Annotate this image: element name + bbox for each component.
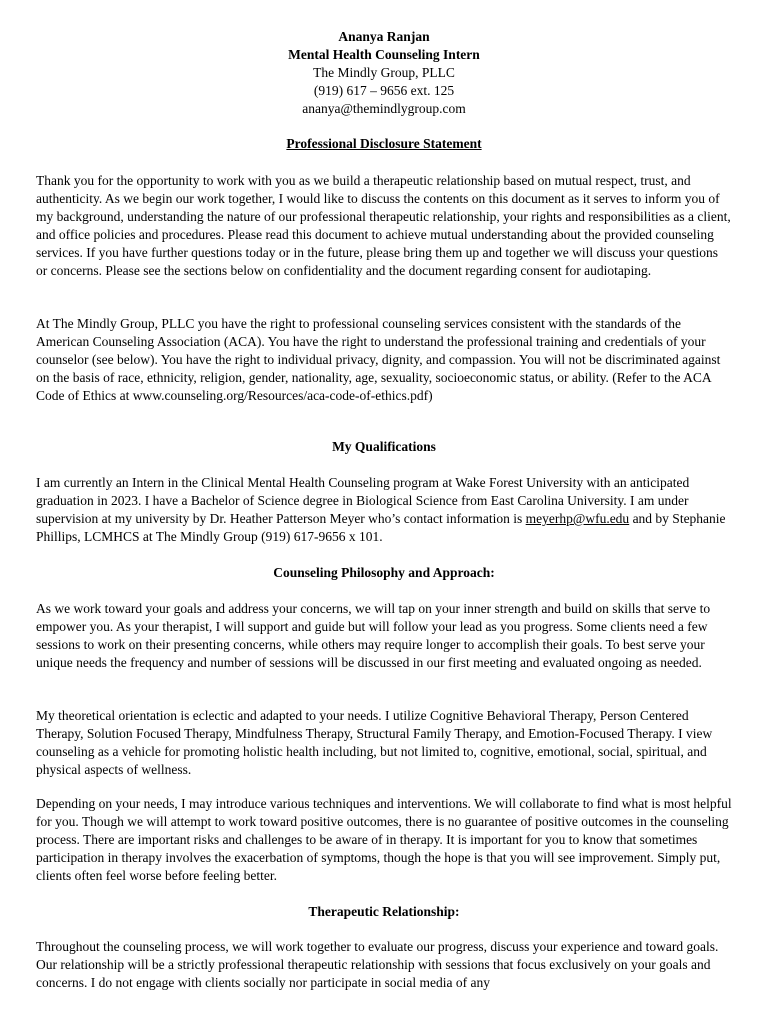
philosophy-paragraph-3: Depending on your needs, I may introduce various techniques and interventions. We will collaborate to find what is most helpful for you. Though we will attempt to work toward positive outcomes, there is no guarantee of positive outcomes in the counseling process. There are important risks and challenges to be aware of in therapy. It is important for you to know that sometimes participation in therapy involves the exacerbation of symptoms, though the hope is that you will see improvement. Simply put, clients often feel worse before feeling better. <box>36 796 732 883</box>
relationship-section <box>36 938 732 992</box>
supervisor-email-link[interactable]: meyerhp@wfu.edu <box>525 511 630 526</box>
relationship-paragraph-1: Throughout the counseling process, we will work together to evaluate our progress, discuss your experience and toward goals. Our relationship will be a strictly professional therapeutic relationship with sessions that focus exclusively on your goals and concerns. I do not engage with clients socially nor participate in social media of any <box>36 939 719 990</box>
intro-paragraph-1: Thank you for the opportunity to work with you as we build a therapeutic relationship based on mutual respect, trust, and authenticity. As we begin our work together, I would like to discuss the contents on this document as it serves to inform you of my background, understanding the nature of our professional therapeutic relationship, your rights and responsibilities as a client, and office policies and procedures. Please read this document to achieve mutual understanding about the provided counseling services. If you have further questions today or in the future, please bring them up and together we will discuss your questions or concerns. Please see the sections below on confidentiality and the document regarding consent for audiotaping. <box>36 173 731 278</box>
company-name: The Mindly Group, PLLC <box>313 65 455 80</box>
philosophy-paragraph-1: As we work toward your goals and address your concerns, we will tap on your inner strength and build on skills that serve to empower you. As your therapist, I will support and guide but will follow your lead as you progress. Some clients need a few sessions to work on their presenting concerns, while others may require longer to accomplish their goals. To best serve your unique needs the frequency and number of sessions will be discussed in our first meeting and evaluated ongoing as needed. <box>36 601 711 670</box>
philosophy-paragraph-2: My theoretical orientation is eclectic and adapted to your needs. I utilize Cognitive Behavioral Therapy, Person Centered Therapy, Solution Focused Therapy, Mindfulness Therapy, Structural Family Therapy, and Emotion-Focused Therapy. I view counseling as a vehicle for promoting holistic health including, but not limited to, cognitive, emotional, social, spiritual, and physical aspects of wellness. <box>36 708 713 777</box>
qualifications-heading: My Qualifications <box>332 439 436 454</box>
qualifications-paragraph <box>36 474 732 546</box>
intro-section <box>36 172 732 280</box>
qualifications-section <box>36 474 732 546</box>
author-email: ananya@themindlygroup.com <box>302 101 466 116</box>
qualifications-text-before: I am currently an Intern in the Clinical Mental Health Counseling program at Wake Forest University with an anticipated graduation in 2023. I have a Bachelor of Science degree in Biological Science from East Carolina University. I am under supervision at my university by Dr. Heather Patterson Meyer who’s contact information is <box>36 475 690 526</box>
author-name: Ananya Ranjan <box>338 29 430 44</box>
phone-number: (919) 617 – 9656 ext. 125 <box>313 83 455 98</box>
philosophy-section <box>36 600 732 672</box>
author-role: Mental Health Counseling Intern <box>288 47 480 62</box>
intro-paragraph-2: At The Mindly Group, PLLC you have the right to professional counseling services consistent with the standards of the American Counseling Association (ACA). You have the right to understand the professional training and credentials of your counselor (see below). You have the right to individual privacy, dignity, and compassion. You will not be discriminated against on the basis of race, ethnicity, religion, gender, nationality, age, sexuality, socioeconomic status, or ability. (Refer to the ACA Code of Ethics at www.counseling.org/Resources/aca-code-of-ethics.pdf) <box>36 316 721 403</box>
document-title: Professional Disclosure Statement <box>286 136 482 151</box>
letterhead <box>0 28 768 118</box>
relationship-heading: Therapeutic Relationship: <box>308 904 460 919</box>
qualifications-text-after: and by Stephanie Phillips, LCMHCS at The Mindly Group (919) 617-9656 x 101. <box>36 511 726 544</box>
philosophy-heading: Counseling Philosophy and Approach: <box>273 565 495 580</box>
